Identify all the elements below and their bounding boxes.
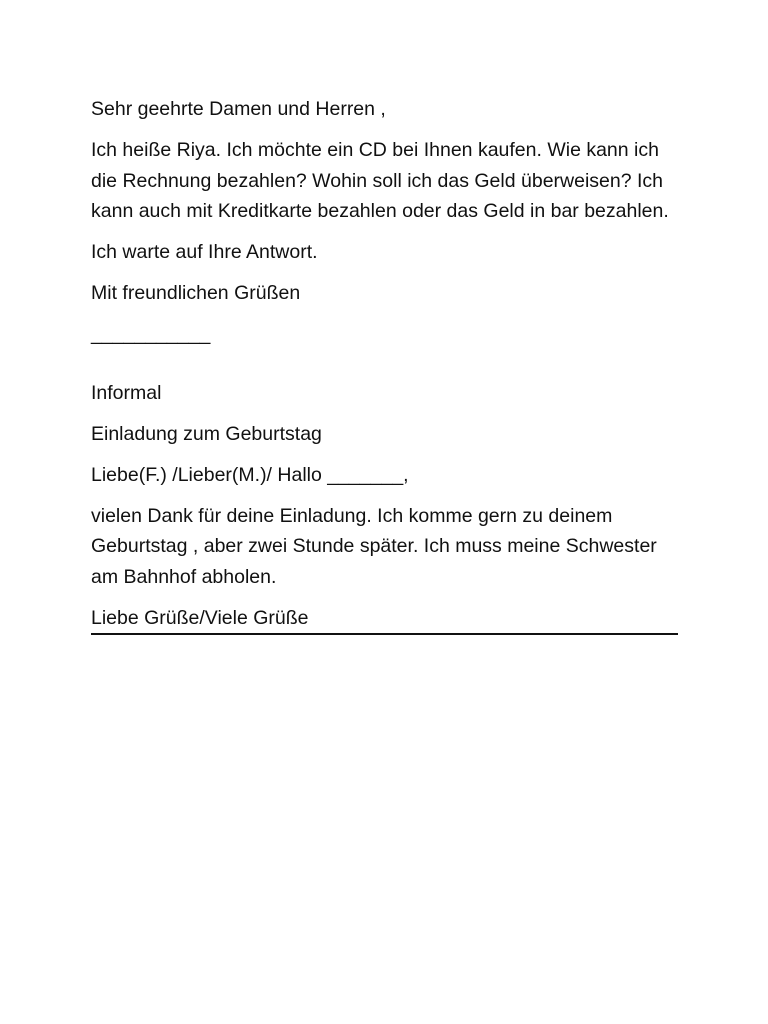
formal-closing: Mit freundlichen Grüßen [91, 282, 301, 304]
formal-body: Ich heiße Riya. Ich möchte ein CD bei Ihnen kaufen. Wie kann ich die Rechnung bezahlen? Wohin soll ich das Geld überweisen? Ich kann auch mit Kreditkarte bezahlen oder das Geld in bar bezahlen. [91, 139, 669, 222]
section-gap [91, 350, 681, 378]
formal-salutation: Sehr geehrte Damen und Herren , [91, 98, 386, 120]
signature-blank: ___________ [91, 323, 211, 345]
informal-subject: Einladung zum Geburtstag [91, 422, 322, 445]
informal-closing: Liebe Grüße/Viele Grüße [91, 603, 678, 636]
informal-salutation: Liebe(F.) /Lieber(M.)/ Hallo _______, [91, 463, 409, 486]
informal-body: vielen Dank für deine Einladung. Ich komme gern zu deinem Geburtstag , aber zwei Stunde später. Ich muss meine Schwester am Bahnhof abholen. [91, 504, 663, 588]
formal-waiting-line: Ich warte auf Ihre Antwort. [91, 241, 318, 263]
informal-heading: Informal [91, 381, 162, 404]
document-content [91, 94, 681, 635]
